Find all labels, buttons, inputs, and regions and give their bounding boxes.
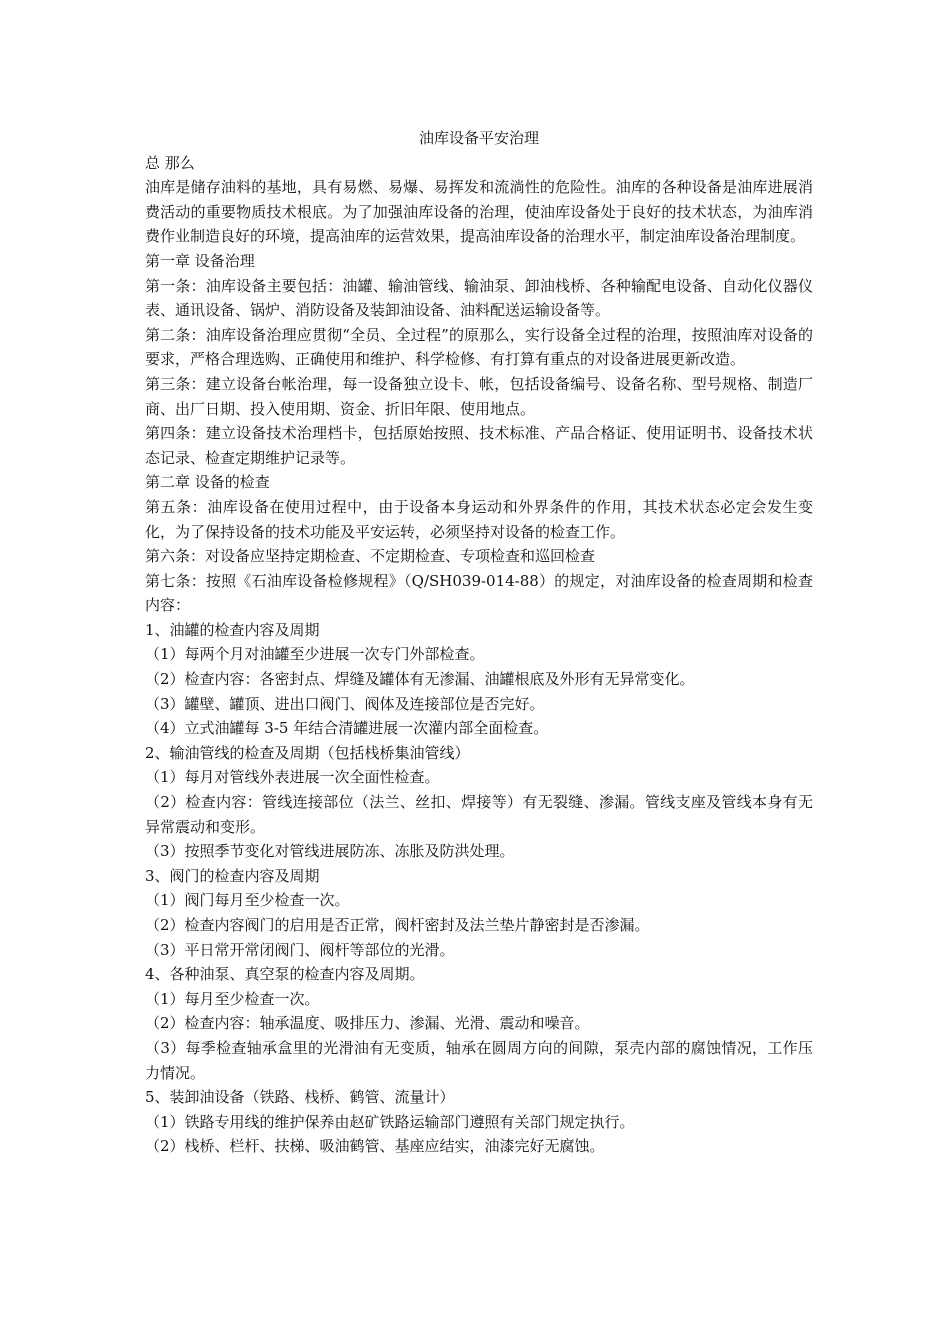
section-1-item-4: （4）立式油罐每 3-5 年结合清罐进展一次灌内部全面检查。 bbox=[145, 719, 549, 738]
general-heading: 总 那么 bbox=[145, 153, 195, 172]
article-1: 第一条：油库设备主要包括：油罐、输油管线、输油泵、卸油栈桥、各种输配电设备、自动化仪器仪表、通讯设备、锅炉、消防设备及装卸油设备、油料配送运输设备等。 bbox=[145, 276, 813, 320]
section-3-item-2: （2）检查内容阀门的启用是否正常，阀杆密封及法兰垫片静密封是否渗漏。 bbox=[145, 916, 650, 934]
section-4-item-2: （2）检查内容：轴承温度、吸排压力、渗漏、光滑、震动和噪音。 bbox=[145, 1014, 590, 1033]
chapter-2-heading: 第二章 设备的检查 bbox=[145, 473, 270, 492]
section-2-item-2: （2）检查内容：管线连接部位（法兰、丝扣、焊接等）有无裂缝、渗漏。管线支座及管线本身有无异常震动和变形。 bbox=[145, 793, 813, 836]
article-2: 第二条：油库设备治理应贯彻“全员、全过程”的原那么，实行设备全过程的治理，按照油库对设备的要求，严格合理选购、正确使用和维护、科学检修、有打算有重点的对设备进展更新改造。 bbox=[145, 325, 813, 369]
section-5-item-2: （2）栈桥、栏杆、扶梯、吸油鹤管、基座应结实，油漆完好无腐蚀。 bbox=[145, 1137, 605, 1156]
section-4-item-1: （1）每月至少检查一次。 bbox=[145, 989, 320, 1008]
section-2-item-3: （3）按照季节变化对管线进展防冻、冻胀及防洪处理。 bbox=[145, 842, 515, 861]
section-4-heading: 4、各种油泵、真空泵的检查内容及周期。 bbox=[145, 965, 425, 984]
section-4-item-3: （3）每季检查轴承盒里的光滑油有无变质，轴承在圆周方向的间隙，泵壳内部的腐蚀情况，工作压力情况。 bbox=[145, 1038, 813, 1082]
article-7: 第七条：按照《石油库设备检修规程》（Q/SH039-014-88）的规定，对油库设备的检查周期和检查内容： bbox=[145, 571, 813, 615]
general-paragraph: 油库是储存油料的基地，具有易燃、易爆、易挥发和流淌性的危险性。油库的各种设备是油库进展消费活动的重要物质技术根底。为了加强油库设备的治理，使油库设备处于良好的技术状态，为油库消费作业制造良好的环境，提高油库的运营效果，提高油库设备的治理水平，制定油库设备治理制度。 bbox=[145, 178, 813, 246]
article-4: 第四条：建立设备技术治理档卡，包括原始按照、技术标准、产品合格证、使用证明书、设备技术状态记录、检查定期维护记录等。 bbox=[145, 424, 813, 467]
section-3-item-3: （3）平日常开常闭阀门、阀杆等部位的光滑。 bbox=[145, 940, 455, 959]
section-1-item-1: （1）每两个月对油罐至少进展一次专门外部检查。 bbox=[145, 645, 485, 664]
article-6: 第六条：对设备应坚持定期检查、不定期检查、专项检查和巡回检查 bbox=[145, 547, 596, 566]
section-1-item-3: （3）罐壁、罐顶、进出口阀门、阀体及连接部位是否完好。 bbox=[145, 694, 545, 713]
section-5-item-1: （1）铁路专用线的维护保养由赵矿铁路运输部门遵照有关部门规定执行。 bbox=[145, 1112, 635, 1131]
section-2-heading: 2、输油管线的检查及周期（包括栈桥集油管线） bbox=[145, 743, 470, 762]
article-3: 第三条：建立设备台帐治理，每一设备独立设卡、帐，包括设备编号、设备名称、型号规格、制造厂商、出厂日期、投入使用期、资金、折旧年限、使用地点。 bbox=[145, 374, 813, 418]
section-1-item-2: （2）检查内容：各密封点、焊缝及罐体有无渗漏、油罐根底及外形有无异常变化。 bbox=[145, 670, 695, 689]
section-5-heading: 5、装卸油设备（铁路、栈桥、鹤管、流量计） bbox=[145, 1088, 455, 1107]
section-3-item-1: （1）阀门每月至少检查一次。 bbox=[145, 891, 350, 910]
document-body bbox=[145, 126, 813, 1159]
section-2-item-1: （1）每月对管线外表进展一次全面性检查。 bbox=[145, 768, 440, 787]
article-5: 第五条：油库设备在使用过程中，由于设备本身运动和外界条件的作用，其技术状态必定会发生变化，为了保持设备的技术功能及平安运转，必须坚持对设备的检查工作。 bbox=[145, 497, 813, 541]
chapter-1-heading: 第一章 设备治理 bbox=[145, 251, 255, 270]
section-3-heading: 3、阀门的检查内容及周期 bbox=[145, 866, 320, 885]
section-1-heading: 1、油罐的检查内容及周期 bbox=[145, 620, 320, 639]
document-title: 油库设备平安治理 bbox=[418, 129, 539, 147]
